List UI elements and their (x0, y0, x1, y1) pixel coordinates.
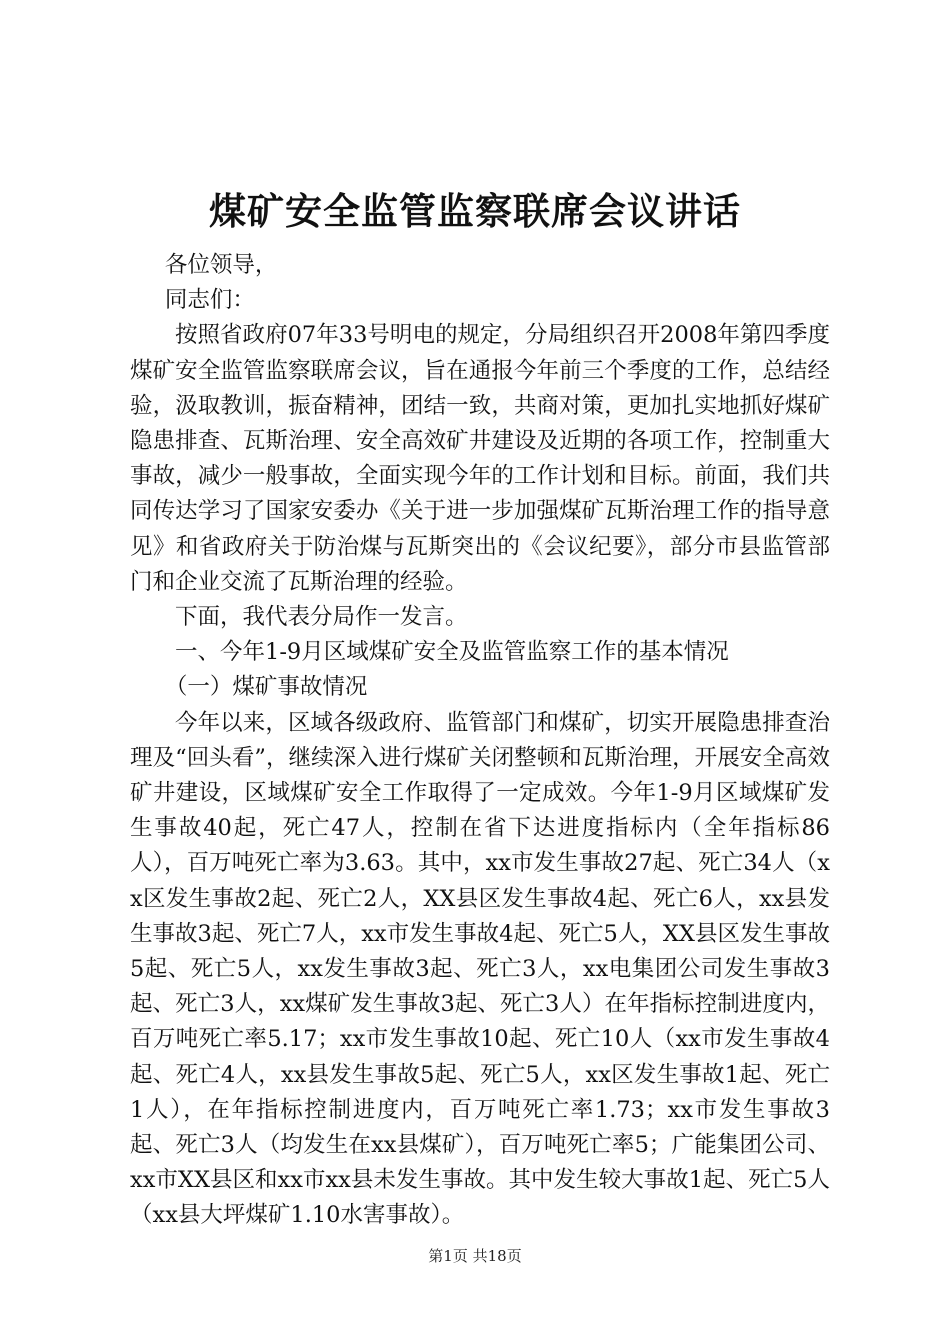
page-footer: 第1页 共18页 (428, 1247, 522, 1265)
document-title: 煤矿安全监管监察联席会议讲话 (209, 189, 741, 233)
salutation-comrades: 同志们： (164, 287, 255, 314)
subsection-heading-1: （一）煤矿事故情况 (164, 674, 368, 701)
body-paragraph-intro: 按照省政府07年33号明电的规定，分局组织召开2008年第四季度煤矿安全监管监察联席会议，旨在通报今年前三个季度的工作，总结经验，汲取教训，振奋精神，团结一致，共商对策，更加扎实地抓好煤矿隐患排查、瓦斯治理、安全高效矿井建设及近期的各项工作，控制重大事故，减少一般事故，全面实现今年的工作计划和目标。前面，我们共同传达学习了国家安委办《关于进一步加强煤矿瓦斯治理工作的指导意见》和省政府关于防治煤与瓦斯突出的《会议纪要》，部分市县监管部门和企业交流了瓦斯治理的经验。 (130, 322, 830, 595)
section-heading-1: 一、今年1-9月区域煤矿安全及监管监察工作的基本情况 (175, 639, 729, 666)
body-paragraph-accidents: 今年以来，区域各级政府、监管部门和煤矿，切实开展隐患排查治理及“回头看”，继续深入进行煤矿关闭整顿和瓦斯治理，开展安全高效矿井建设，区域煤矿安全工作取得了一定成效。今年1-9月区域煤矿发生事故40起，死亡47人，控制在省下达进度指标内（全年指标86人），百万吨死亡率为3.63。其中，xx市发生事故27起、死亡34人（xx区发生事故2起、死亡2人，XX县区发生事故4起、死亡6人，xx县发生事故3起、死亡7人，xx市发生事故4起、死亡5人，XX县区发生事故5起、死亡5人，xx发生事故3起、死亡3人，xx电集团公司发生事故3起、死亡3人，xx煤矿发生事故3起、死亡3人）在年指标控制进度内，百万吨死亡率5.17；xx市发生事故10起、死亡10人（xx市发生事故4起、死亡4人，xx县发生事故5起、死亡5人，xx区发生事故1起、死亡1人），在年指标控制进度内，百万吨死亡率1.73；xx市发生事故3起、死亡3人（均发生在xx县煤矿），百万吨死亡率5；广能集团公司、xx市XX县区和xx市xx县未发生事故。其中发生较大事故1起、死亡5人（xx县大坪煤矿1.10水害事故）。 (130, 709, 830, 1229)
body-paragraph-speech-note: 下面，我代表分局作一发言。 (175, 604, 468, 631)
document-body (130, 248, 830, 1234)
salutation-leaders: 各位领导， (164, 252, 278, 278)
